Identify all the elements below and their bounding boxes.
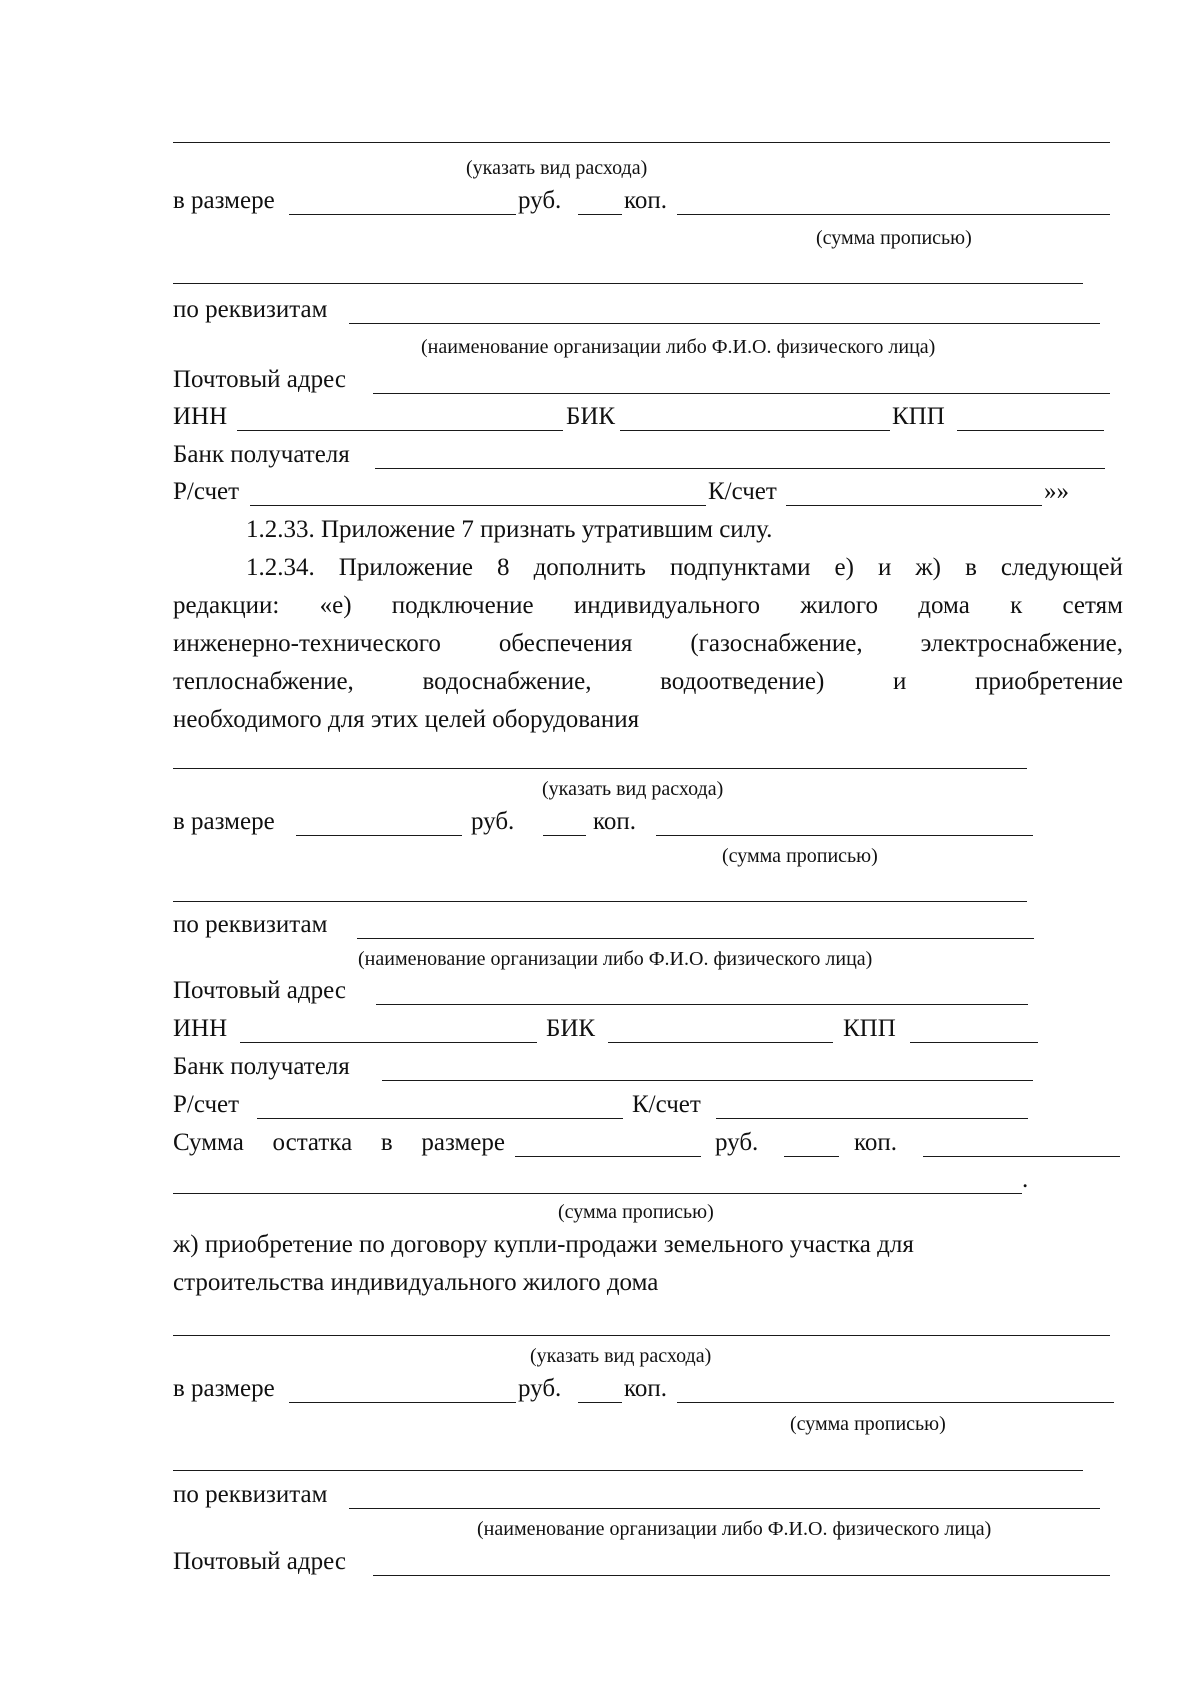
expense-type-caption: (указать вид расхода): [530, 1345, 712, 1367]
bank-field[interactable]: [382, 1080, 1033, 1081]
sum-in-words-caption: (сумма прописью): [816, 227, 972, 249]
item-1-2-34-line-3: инженерно-технического обеспечения (газоснабжение, электроснабжение,: [173, 630, 1123, 657]
bank-label: Банк получателя: [173, 441, 350, 468]
amount-kop-field[interactable]: [578, 1402, 622, 1403]
sum-in-words-field[interactable]: [677, 1402, 1114, 1403]
rs-label: Р/счет: [173, 1091, 240, 1118]
item-zh-line-1: ж) приобретение по договору купли-продажи земельного участка для: [173, 1231, 914, 1258]
bank-label: Банк получателя: [173, 1053, 350, 1080]
item-1-2-34-line-4: теплоснабжение, водоснабжение, водоотведение) и приобретение: [173, 668, 1123, 695]
expense-type-caption: (указать вид расхода): [542, 778, 724, 800]
kpp-field[interactable]: [957, 430, 1104, 431]
remainder-rub-field[interactable]: [515, 1156, 701, 1157]
org-caption: (наименование организации либо Ф.И.О. физического лица): [477, 1518, 992, 1540]
postal-address-label: Почтовый адрес: [173, 1548, 346, 1575]
rub-label: руб.: [518, 1375, 562, 1402]
bik-label: БИК: [546, 1015, 596, 1042]
sum-in-words-caption: (сумма прописью): [558, 1201, 714, 1223]
item-1-2-34-line-1: 1.2.34. Приложение 8 дополнить подпунктами е) и ж) в следующей: [246, 554, 1123, 581]
amount-kop-field[interactable]: [543, 835, 586, 836]
inn-field[interactable]: [240, 1042, 537, 1043]
kop-label: коп.: [624, 1375, 668, 1402]
item-zh-line-2: строительства индивидуального жилого дома: [173, 1269, 659, 1296]
details-field[interactable]: [349, 1508, 1100, 1509]
details-field[interactable]: [357, 938, 1034, 939]
sum-in-words-field[interactable]: [677, 214, 1110, 215]
inn-label: ИНН: [173, 403, 228, 430]
amount-kop-field[interactable]: [578, 214, 622, 215]
closing-quote: »»: [1044, 478, 1069, 505]
ks-field[interactable]: [786, 505, 1042, 506]
amount-label: в размере: [173, 808, 275, 835]
blank-line[interactable]: [173, 142, 1110, 143]
remainder-kop-field[interactable]: [784, 1156, 839, 1157]
amount-rub-field[interactable]: [289, 1402, 516, 1403]
details-field[interactable]: [349, 323, 1100, 324]
item-1-2-34-line-5: необходимого для этих целей оборудования: [173, 706, 640, 733]
rs-label: Р/счет: [173, 478, 240, 505]
sum-in-words-caption: (сумма прописью): [722, 845, 878, 867]
sum-in-words-caption: (сумма прописью): [790, 1413, 946, 1435]
period: .: [1022, 1166, 1029, 1193]
ks-label: К/счет: [632, 1091, 701, 1118]
kop-label: коп.: [593, 808, 637, 835]
sum-in-words-field-cont[interactable]: [173, 283, 1083, 284]
kop-label: коп.: [624, 187, 668, 214]
sum-in-words-field-cont[interactable]: [173, 1470, 1083, 1471]
bik-field[interactable]: [620, 430, 890, 431]
item-1-2-34-line-2: редакции: «е) подключение индивидуального жилого дома к сетям: [173, 592, 1123, 619]
rs-field[interactable]: [250, 505, 706, 506]
amount-rub-field[interactable]: [289, 214, 516, 215]
inn-label: ИНН: [173, 1015, 228, 1042]
sum-in-words-field-cont[interactable]: [173, 901, 1027, 902]
details-label: по реквизитам: [173, 296, 328, 323]
blank-line[interactable]: [173, 1335, 1110, 1336]
amount-label: в размере: [173, 187, 275, 214]
expense-type-caption: (указать вид расхода): [466, 157, 648, 179]
org-caption: (наименование организации либо Ф.И.О. физического лица): [358, 948, 873, 970]
bik-label: БИК: [566, 403, 616, 430]
kpp-label: КПП: [892, 403, 945, 430]
postal-address-field[interactable]: [373, 1575, 1110, 1576]
sum-in-words-field[interactable]: [656, 835, 1033, 836]
bank-field[interactable]: [375, 468, 1105, 469]
kpp-field[interactable]: [910, 1042, 1038, 1043]
ks-label: К/счет: [708, 478, 777, 505]
postal-address-label: Почтовый адрес: [173, 366, 346, 393]
rs-field[interactable]: [257, 1118, 623, 1119]
postal-address-field[interactable]: [376, 1004, 1028, 1005]
remainder-words-field[interactable]: [923, 1156, 1120, 1157]
postal-address-field[interactable]: [373, 393, 1110, 394]
remainder-label: Сумма остатка в размере: [173, 1129, 505, 1156]
blank-line[interactable]: [173, 768, 1027, 769]
kpp-label: КПП: [843, 1015, 896, 1042]
postal-address-label: Почтовый адрес: [173, 977, 346, 1004]
amount-label: в размере: [173, 1375, 275, 1402]
remainder-kop-label: коп.: [854, 1129, 898, 1156]
amount-rub-field[interactable]: [296, 835, 462, 836]
ks-field[interactable]: [716, 1118, 1028, 1119]
details-label: по реквизитам: [173, 1481, 328, 1508]
item-1-2-33: 1.2.33. Приложение 7 признать утратившим силу.: [246, 516, 773, 543]
remainder-rub-label: руб.: [715, 1129, 759, 1156]
rub-label: руб.: [518, 187, 562, 214]
inn-field[interactable]: [237, 430, 563, 431]
org-caption: (наименование организации либо Ф.И.О. физического лица): [421, 336, 936, 358]
details-label: по реквизитам: [173, 911, 328, 938]
rub-label: руб.: [471, 808, 515, 835]
bik-field[interactable]: [608, 1042, 833, 1043]
remainder-words-field-cont[interactable]: [173, 1193, 1022, 1194]
